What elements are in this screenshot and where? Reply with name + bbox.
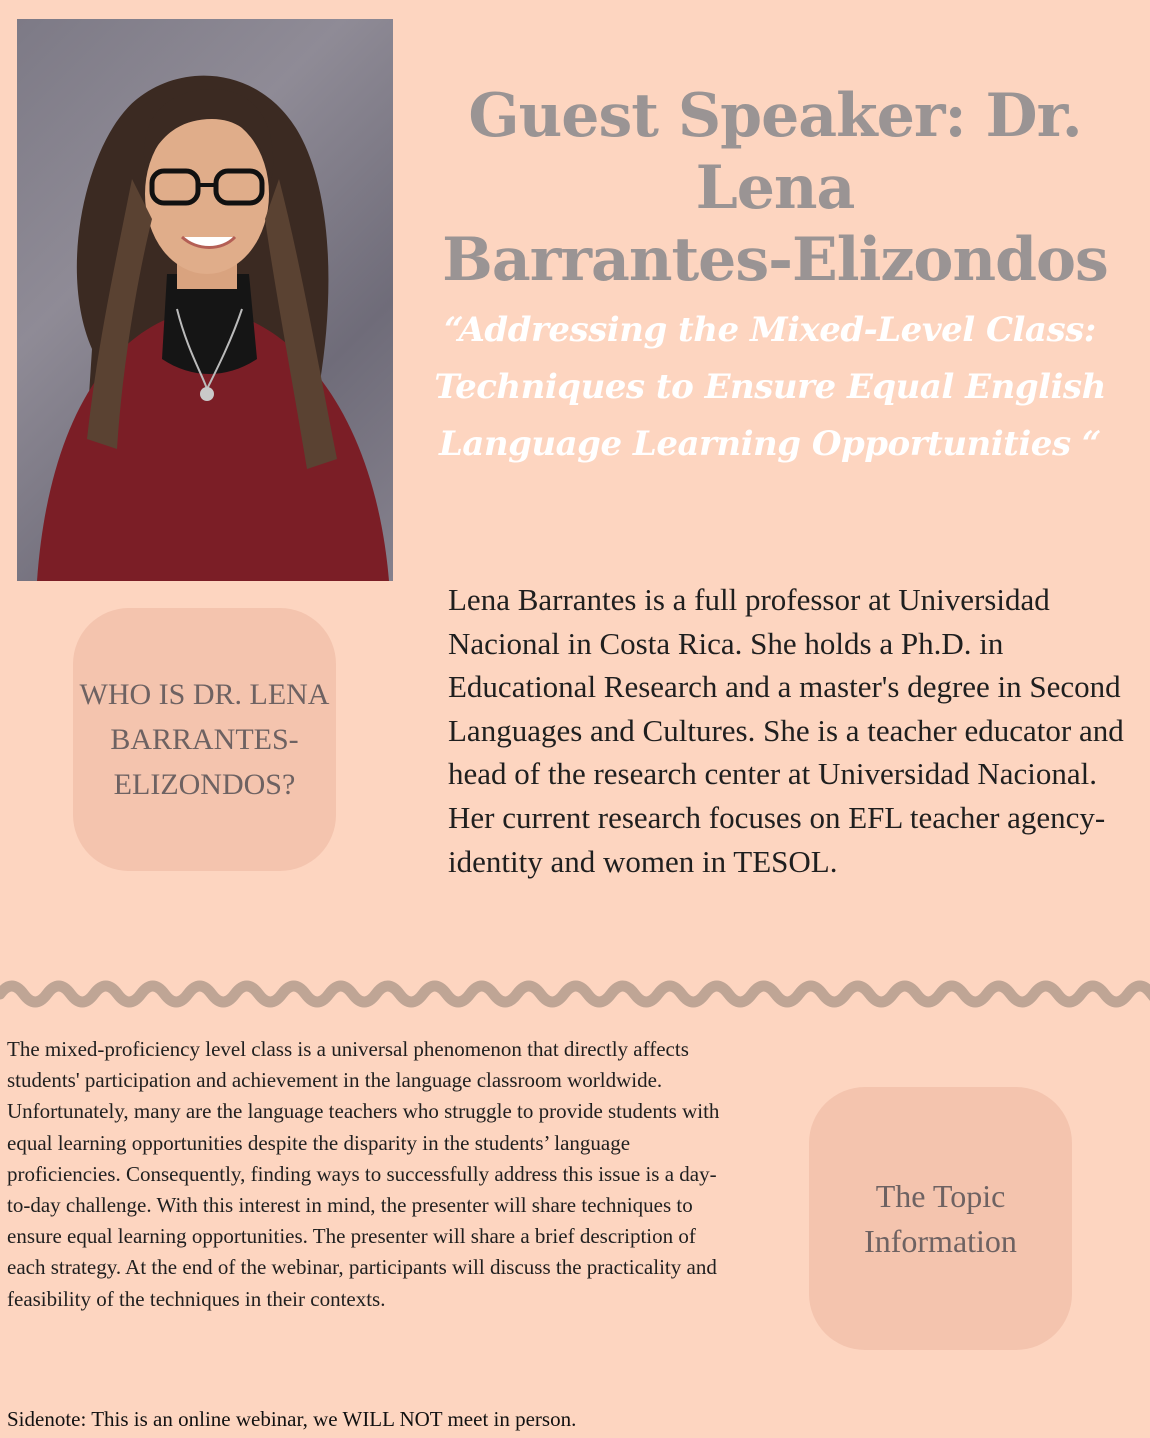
talk-title-line: Techniques to Ensure Equal English	[434, 367, 1106, 407]
topic-badge-line: The Topic	[875, 1177, 1006, 1214]
sidenote-text: Sidenote: This is an online webinar, we WILL NOT meet in person.	[7, 1407, 577, 1431]
topic-badge	[809, 1087, 1072, 1350]
speaker-portrait-illustration	[17, 19, 393, 581]
talk-title-line: Language Learning Opportunities “	[439, 424, 1101, 464]
who-badge-line: BARRANTES-	[110, 723, 299, 756]
talk-title	[410, 302, 1130, 473]
topic-badge-line: Information	[864, 1222, 1017, 1259]
title-line: Guest Speaker: Dr. Lena	[468, 81, 1082, 223]
speaker-photo	[17, 19, 393, 581]
title-line: Barrantes-Elizondos	[442, 225, 1108, 295]
talk-title-line: “Addressing the Mixed-Level Class:	[444, 310, 1096, 350]
topic-description: The mixed-proficiency level class is a universal phenomenon that directly affects students' participation and achievement in the language classroom worldwide. Unfortunately, many are the language teachers who struggle to provide students with equal learning opportunities despite the disparity in the students’ language proficiencies. Consequently, finding ways to successfully address this issue is a day-to-day challenge. With this interest in mind, the presenter will share techniques to ensure equal learning opportunities. The presenter will share a brief description of each strategy. At the end of the webinar, participants will discuss the practicality and feasibility of the techniques in their contexts.	[7, 1037, 720, 1311]
sidenote	[7, 1405, 807, 1433]
speaker-bio: Lena Barrantes is a full professor at Universidad Nacional in Costa Rica. She holds a Ph.D. in Educational Research and a master's degree in Second Languages and Cultures. She is a teacher educator and head of the research center at Universidad Nacional. Her current research focuses on EFL teacher agency-identity and women in TESOL.	[448, 582, 1124, 879]
who-is-badge	[73, 608, 336, 871]
wave-divider	[0, 972, 1150, 1016]
who-badge-line: WHO IS DR. LENA	[79, 678, 330, 711]
who-badge-line: ELIZONDOS?	[113, 768, 296, 801]
page-title	[405, 80, 1145, 296]
